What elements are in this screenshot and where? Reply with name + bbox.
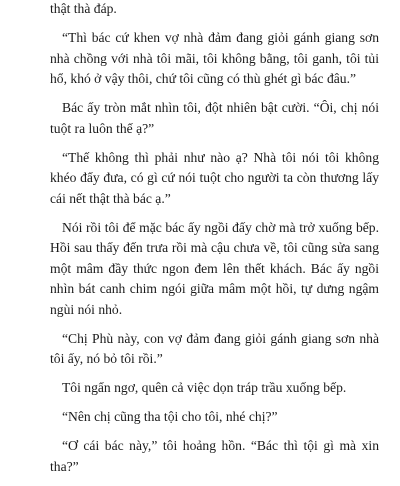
paragraph-1: thật thà đáp. — [50, 1, 117, 16]
paragraph-7: Tôi ngẩn ngơ, quên cả việc dọn tráp trầu xuống bếp. — [62, 380, 347, 395]
paragraph-2: “Thì bác cứ khen vợ nhà đảm đang giỏi gánh giang sơn nhà chồng với nhà tôi mãi, tôi không bằng, tôi ganh, tôi tủi hổ, khó ở vậy thôi, chứ tôi cũng có thù ghét gì bác đâu.” — [50, 30, 379, 86]
page-text — [50, 0, 379, 486]
paragraph-4: “Thế không thì phải như nào ạ? Nhà tôi nói tôi không khéo đẩy đưa, có gì cứ nói tuột cho người ta còn thương lấy cái nết thật thà bác ạ.” — [50, 149, 379, 206]
paragraph-5: Nói rồi tôi để mặc bác ấy ngồi đấy chờ mà trở xuống bếp. Hồi sau thấy đến trưa rồi mà cậu chưa về, tôi cũng sửa sang một mâm đầy thức ngon đem lên thết khách. Bác ấy ngồi nhìn bát canh chim ngói giữa mâm một hồi, tự dưng ngậm ngùi nói nhỏ. — [50, 219, 379, 317]
paragraph-3: Bác ấy tròn mắt nhìn tôi, đột nhiên bật cười. “Ôi, chị nói tuột ra luôn thế ạ?” — [50, 100, 379, 136]
paragraph-6: “Chị Phù này, con vợ đảm đang giỏi gánh giang sơn nhà tôi ấy, nó bỏ tôi rồi.” — [50, 330, 379, 366]
paragraph-9: “Ơ cái bác này,” tôi hoảng hồn. “Bác thì tội gì mà xin tha?” — [50, 438, 379, 474]
paragraph-8: “Nên chị cũng tha tội cho tôi, nhé chị?” — [62, 409, 278, 424]
